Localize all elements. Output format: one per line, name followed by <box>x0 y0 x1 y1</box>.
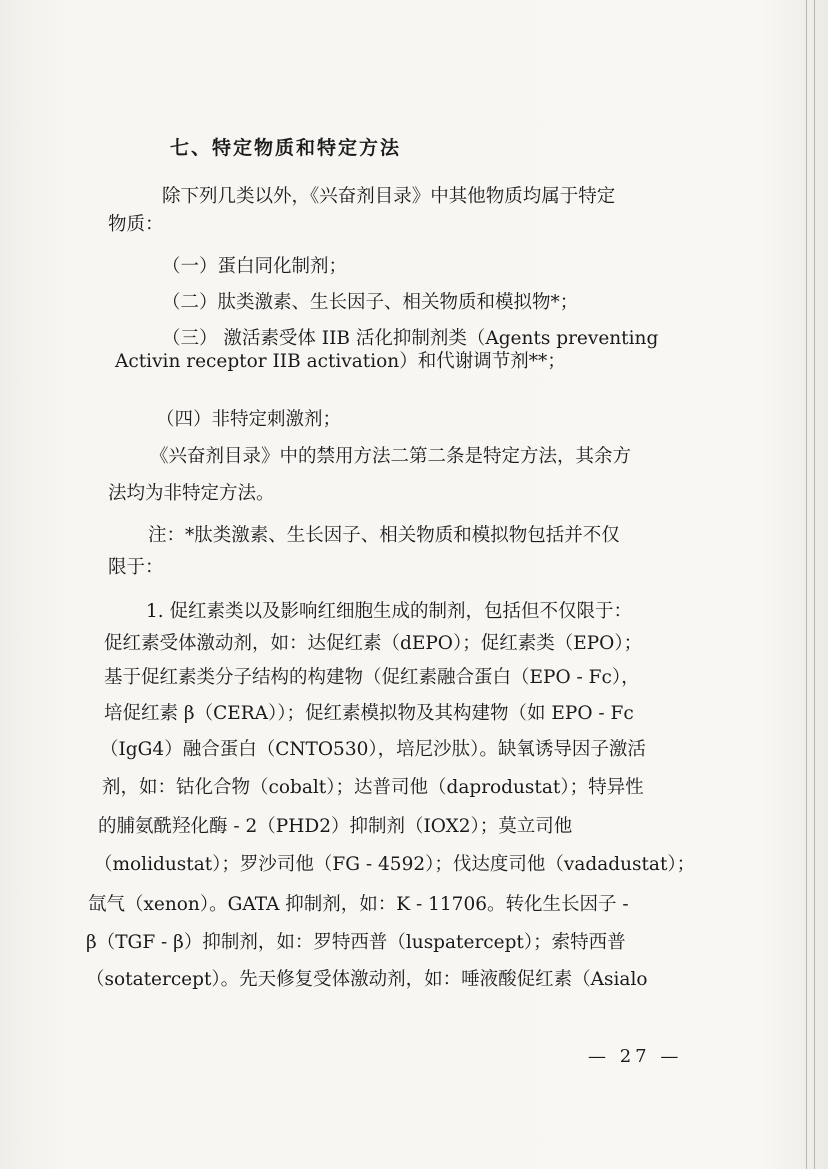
text-line: 《兴奋剂目录》中的禁用方法二第二条是特定方法，其余方 <box>150 446 632 467</box>
text-line: 氙气（xenon）。GATA 抑制剂，如：K - 11706。转化生长因子 - <box>88 894 629 915</box>
page-edge-line <box>814 0 815 1169</box>
text-line: 基于促红素类分子结构的构建物（促红素融合蛋白（EPO - Fc）， <box>104 667 640 688</box>
text-line: 培促红素 β（CERA））；促红素模拟物及其构建物（如 EPO - Fc <box>104 703 634 724</box>
text-line: （四）非特定刺激剂； <box>156 409 342 430</box>
text-line: β（TGF - β）抑制剂，如：罗特西普（luspatercept）；索特西普 <box>86 932 626 953</box>
text-line: 1. 促红素类以及影响红细胞生成的制剂，包括但不仅限于： <box>146 601 633 622</box>
text-line: 除下列几类以外，《兴奋剂目录》中其他物质均属于特定 <box>162 186 616 207</box>
text-line: 物质： <box>108 214 164 235</box>
text-line: 限于： <box>108 557 164 578</box>
text-line: 促红素受体激动剂，如：达促红素（dEPO）；促红素类（EPO）； <box>104 633 643 654</box>
page-edge-line <box>806 0 807 1169</box>
text-line: 的脯氨酰羟化酶 - 2（PHD2）抑制剂（IOX2）；莫立司他 <box>98 816 573 837</box>
page-number: — 27 — <box>588 1046 683 1067</box>
text-line: 注：*肽类激素、生长因子、相关物质和模拟物包括并不仅 <box>148 525 620 546</box>
text-line: （sotatercept）。先天修复受体激动剂，如：唾液酸促红素（Asialo <box>86 969 648 990</box>
text-line: 法均为非特定方法。 <box>108 483 275 504</box>
text-line: （一）蛋白同化制剂； <box>162 256 348 277</box>
text-line: Activin receptor IIB activation）和代谢调节剂**； <box>115 351 566 372</box>
text-line: （molidustat）；罗沙司他（FG - 4592）；伐达度司他（vadadustat）； <box>94 854 696 875</box>
text-line: （三） 激活素受体 IIB 活化抑制剂类（Agents preventing <box>162 328 659 349</box>
text-line: （二）肽类激素、生长因子、相关物质和模拟物*； <box>162 292 579 313</box>
text-line: （IgG4）融合蛋白（CNTO530），培尼沙肽）。缺氧诱导因子激活 <box>100 739 646 760</box>
section-heading: 七、特定物质和特定方法 <box>170 137 402 159</box>
text-line: 剂，如：钴化合物（cobalt）；达普司他（daprodustat）；特异性 <box>102 777 644 798</box>
